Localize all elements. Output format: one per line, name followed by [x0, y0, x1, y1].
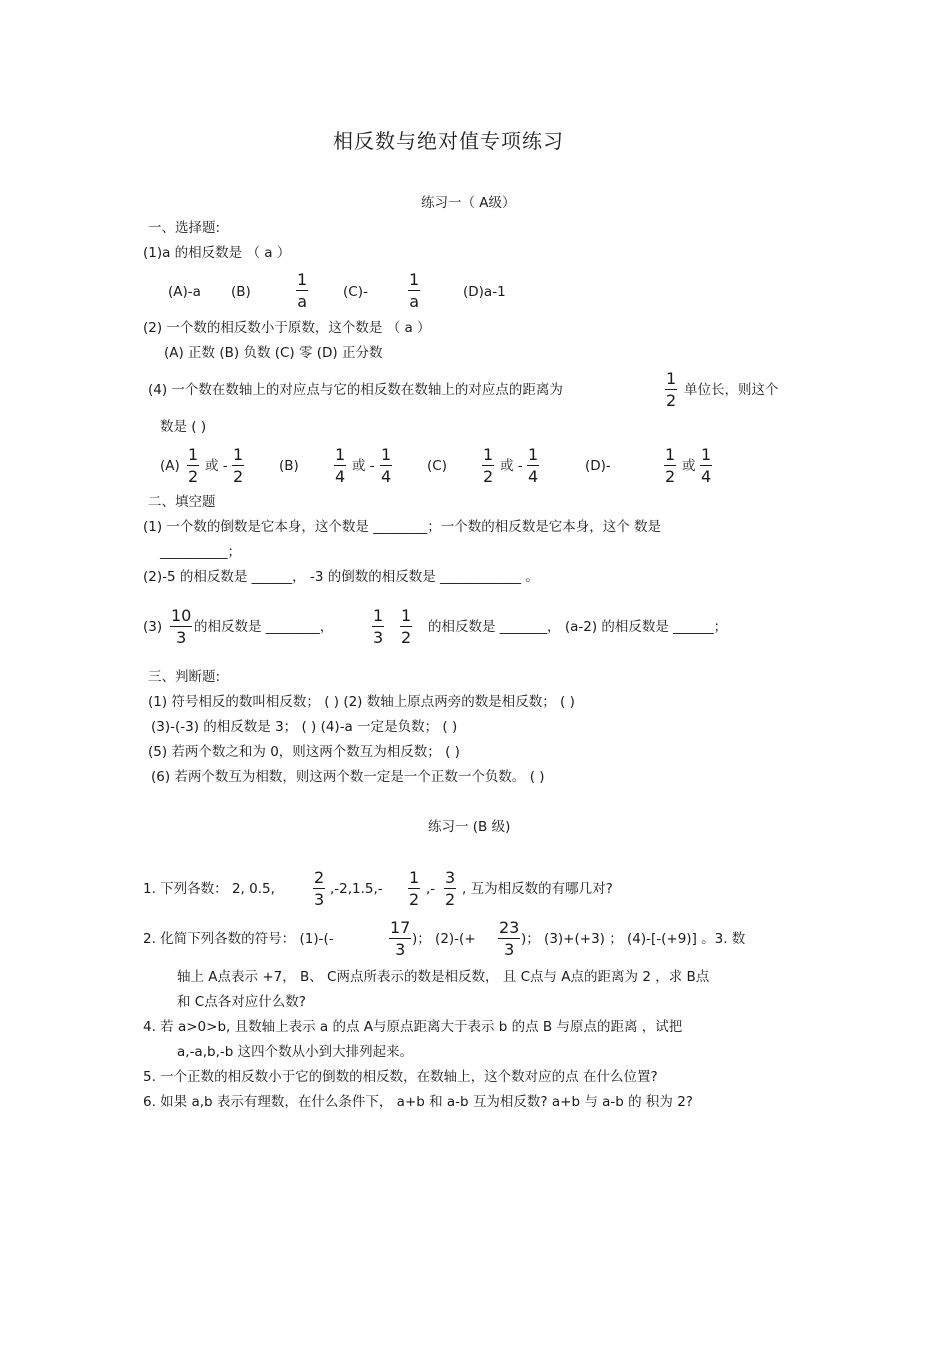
- q4-c-frac2: $\frac{1}{4}$: [528, 445, 539, 486]
- q4-a-frac1: $\frac{1}{2}$: [188, 445, 199, 486]
- q1-stem: (1)a 的相反数是 （ a ）: [143, 245, 291, 261]
- fill-q3-tail: 的相反数是 _______， (a-2) 的相反数是 ______；: [428, 619, 728, 635]
- fill-q3-mid: 的相反数是 ________，: [194, 619, 334, 635]
- b-p4-line2: a,-a,b,-b 这四个数从小到大排列起来。: [177, 1044, 414, 1060]
- q4-c-frac1: $\frac{1}{2}$: [483, 445, 494, 486]
- q4-fraction: $\frac{1}{2}$: [666, 369, 677, 410]
- q4-option-d: (D)-: [585, 458, 611, 474]
- b-p2-frac2: $\frac{23}{3}$: [499, 918, 520, 959]
- q1-option-d: (D)a-1: [463, 284, 506, 300]
- q4-a-frac2: $\frac{1}{2}$: [233, 445, 244, 486]
- heading-fill-blank: 二、填空题: [148, 494, 216, 510]
- judge-line1: (1) 符号相反的数叫相反数； ( ) (2) 数轴上原点两旁的数是相反数； ( ): [148, 694, 575, 710]
- b-p1-pre: 1. 下列各数： 2, 0.5,: [143, 881, 275, 897]
- b-p2-mid: )； (2)-(+: [412, 931, 476, 947]
- fill-q3-frac1: $\frac{10}{3}$: [171, 606, 192, 647]
- b-p1-frac1: $\frac{2}{3}$: [314, 868, 325, 909]
- b-p5: 5. 一个正数的相反数小于它的倒数的相反数，在数轴上，这个数对应的点 在什么位置?: [143, 1069, 658, 1085]
- q4-a-or: 或 -: [205, 458, 228, 474]
- judge-line2: (3)-(-3) 的相反数是 3； ( ) (4)-a 一定是负数； ( ): [151, 719, 458, 735]
- q4-option-c: (C): [427, 458, 447, 474]
- fill-q2: (2)-5 的相反数是 ______， -3 的倒数的相反数是 ____________ 。: [143, 569, 539, 585]
- section-heading-b-level: 练习一 (B 级): [428, 819, 511, 835]
- q4-option-a: (A): [160, 458, 180, 474]
- q4-d-frac1: $\frac{1}{2}$: [665, 445, 676, 486]
- q2-options: (A) 正数 (B) 负数 (C) 零 (D) 正分数: [164, 345, 383, 361]
- fill-q1-line2: __________；: [160, 544, 241, 560]
- q4-stem-tail: 单位长，则这个: [684, 382, 779, 398]
- fill-q3-frac3: $\frac{1}{2}$: [401, 606, 412, 647]
- q4-b-frac2: $\frac{1}{4}$: [381, 445, 392, 486]
- q4-b-or: 或 -: [352, 458, 375, 474]
- b-p4-line1: 4. 若 a>0>b, 且数轴上表示 a 的点 A与原点距离大于表示 b 的点 B 与原点的距离 ，试把: [143, 1019, 683, 1035]
- q1-fraction-b: $\frac{1}{a}$: [297, 270, 308, 311]
- heading-choice: 一、选择题:: [148, 220, 221, 236]
- heading-judgement: 三、判断题:: [148, 669, 221, 685]
- b-p1-mid2: ,-: [426, 881, 436, 897]
- q4-d-or: 或: [682, 458, 696, 474]
- q4-c-or: 或 -: [500, 458, 523, 474]
- b-p6: 6. 如果 a,b 表示有理数，在什么条件下， a+b 和 a-b 互为相反数? a+b 与 a-b 的 积为 2?: [143, 1094, 693, 1110]
- fill-q1-line1: (1) 一个数的倒数是它本身，这个数是 ________；一个数的相反数是它本身，这个 数是: [143, 519, 661, 535]
- q2-stem: (2) 一个数的相反数小于原数，这个数是 （ a ）: [143, 320, 431, 336]
- q4-stem: (4) 一个数在数轴上的对应点与它的相反数在数轴上的对应点的距离为: [148, 382, 563, 398]
- judge-line4: (6) 若两个数互为相数，则这两个数一定是一个正数一个负数。 ( ): [151, 769, 545, 785]
- b-p2-line2: 轴上 A点表示 +7， B、 C两点所表示的数是相反数， 且 C点与 A点的距离为 2 ，求 B点: [177, 969, 710, 985]
- q1-option-b: (B): [231, 284, 251, 300]
- b-p1-frac2: $\frac{1}{2}$: [409, 868, 420, 909]
- b-p2-frac1: $\frac{17}{3}$: [390, 918, 411, 959]
- fill-q3-frac2: $\frac{1}{3}$: [373, 606, 384, 647]
- fill-q3-label: (3): [143, 619, 163, 635]
- b-p1-mid: ,-2,1.5,-: [330, 881, 383, 897]
- b-p2-line3: 和 C点各对应什么数?: [177, 994, 306, 1010]
- b-p1-frac3: $\frac{3}{2}$: [445, 868, 456, 909]
- q4-option-b: (B): [279, 458, 299, 474]
- q4-b-frac1: $\frac{1}{4}$: [335, 445, 346, 486]
- b-p2-tail: )； (3)+(+3) ； (4)-[-(+9)] 。3. 数: [521, 931, 746, 947]
- q1-option-a: (A)-a: [168, 284, 201, 300]
- q4-stem2: 数是 ( ): [160, 419, 207, 435]
- q4-d-frac2: $\frac{1}{4}$: [701, 445, 712, 486]
- section-heading-a-level: 练习一（ A级）: [421, 195, 516, 211]
- judge-line3: (5) 若两个数之和为 0，则这两个数互为相反数； ( ): [148, 744, 460, 760]
- b-p1-tail: , 互为相反数的有哪几对?: [462, 881, 613, 897]
- q1-fraction-c: $\frac{1}{a}$: [409, 270, 420, 311]
- q1-option-c: (C)-: [343, 284, 368, 300]
- page-title: 相反数与绝对值专项练习: [333, 129, 564, 153]
- b-p2-pre: 2. 化简下列各数的符号： (1)-(-: [143, 931, 334, 947]
